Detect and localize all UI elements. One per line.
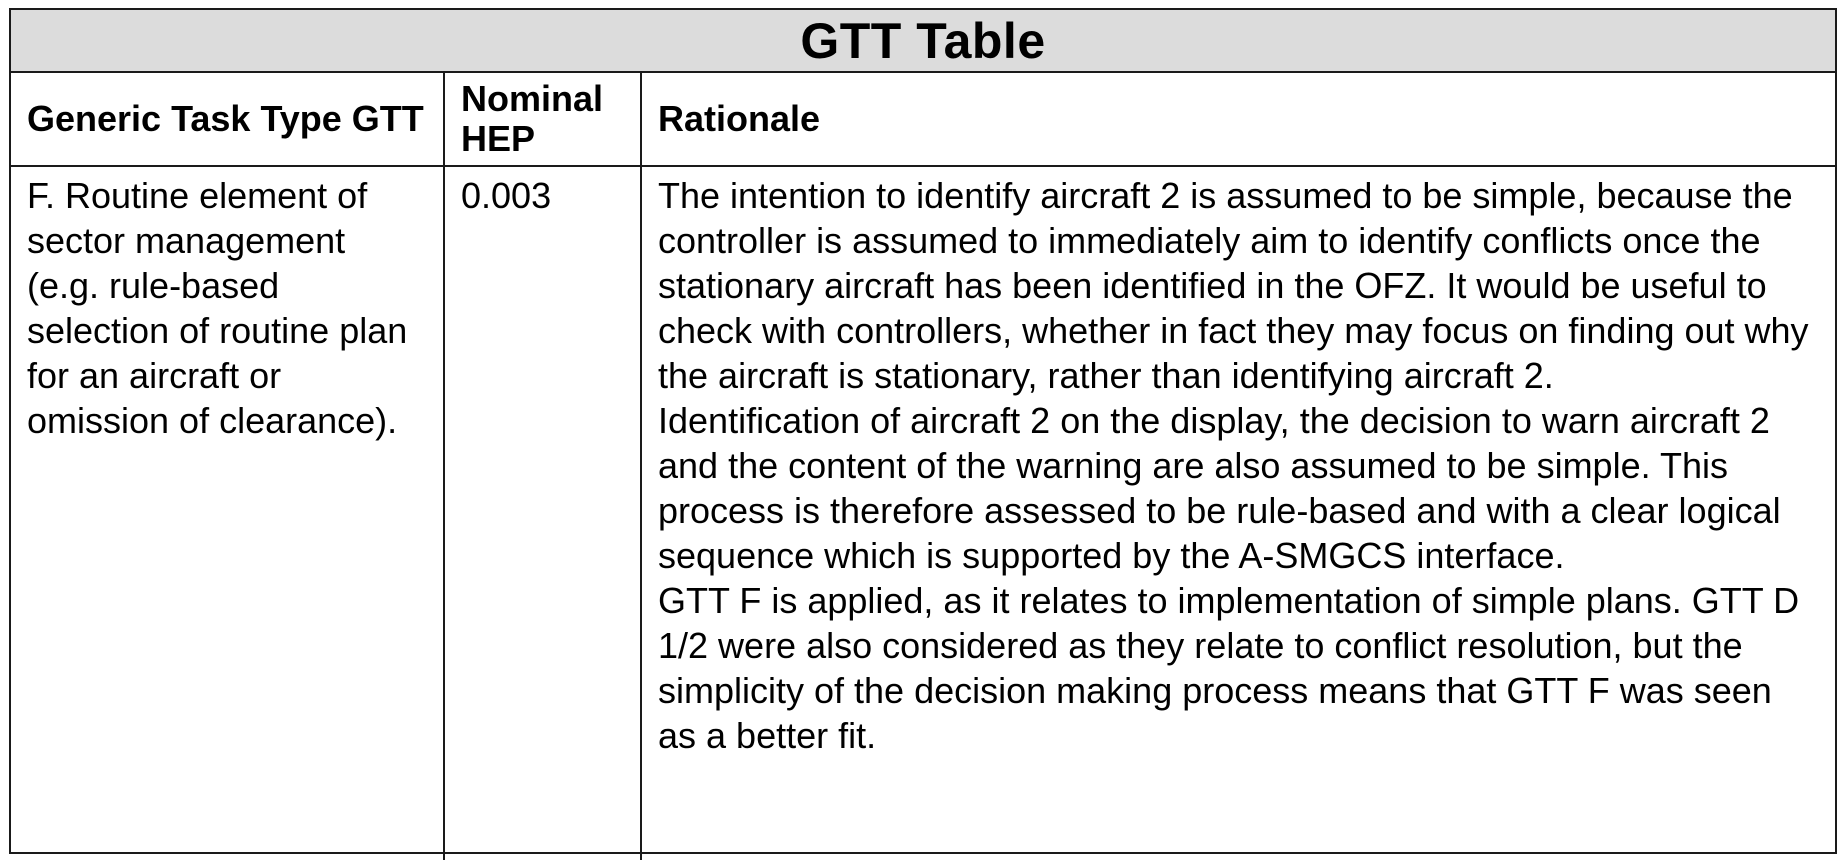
cell-rationale <box>641 166 1835 860</box>
table-title-bar <box>11 10 1835 73</box>
rationale-paragraph-3: GTT F is applied, as it relates to implementation of simple plans. GTT D 1/2 were also considered as they relate to conflict resolution, but the simplicity of the decision making process means that GTT F was seen as a better fit. <box>658 580 1800 756</box>
header-rationale: Rationale <box>641 73 1835 166</box>
gtt-table <box>11 73 1835 860</box>
header-generic-task-type: Generic Task Type GTT <box>11 73 444 166</box>
cell-task-type: F. Routine element of sector management (e.g. rule-based selection of routine plan for an aircraft or omission of clearance). <box>11 166 444 860</box>
cell-nominal-hep: 0.003 <box>444 166 641 860</box>
table-row <box>11 166 1835 860</box>
rationale-paragraph-2: Identification of aircraft 2 on the display, the decision to warn aircraft 2 and the content of the warning are also assumed to be simple. This process is therefore assessed to be rule-based and with a clear logical sequence which is supported by the A-SMGCS interface. <box>658 400 1781 576</box>
header-nominal-hep: Nominal HEP <box>444 73 641 166</box>
rationale-paragraph-1: The intention to identify aircraft 2 is assumed to be simple, because the controller is assumed to immediately aim to identify conflicts once the stationary aircraft has been identified in the OFZ. It would be useful to check with controllers, whether in fact they may focus on finding out why the aircraft is stationary, rather than identifying aircraft 2. <box>658 175 1809 396</box>
header-row <box>11 73 1835 166</box>
gtt-table-frame <box>9 8 1837 854</box>
table-title: GTT Table <box>800 12 1046 69</box>
